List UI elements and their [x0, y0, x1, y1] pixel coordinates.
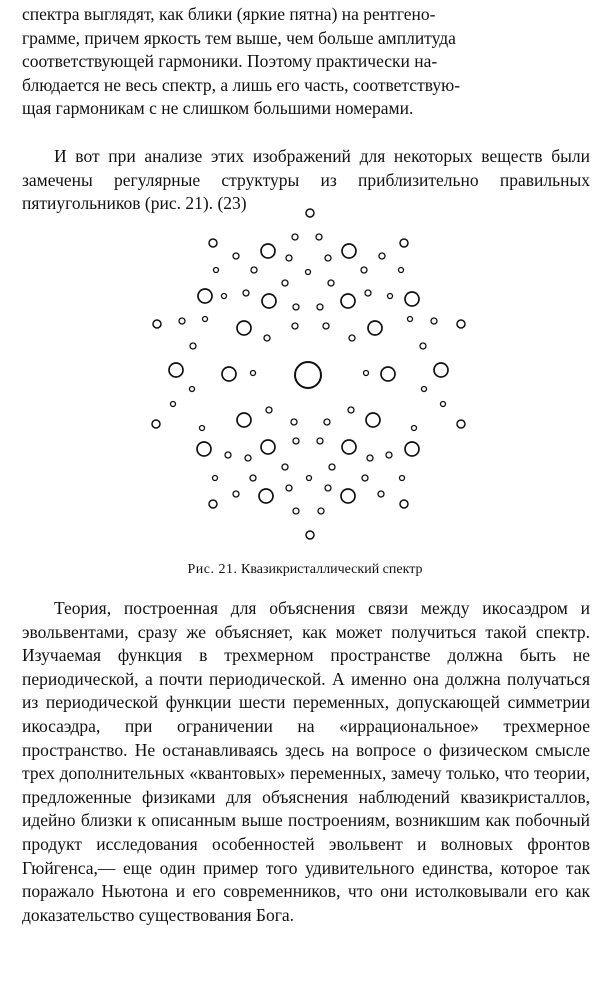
spot [203, 317, 208, 322]
figure-caption-label: Рис. 21. [187, 562, 238, 577]
spot [259, 489, 273, 503]
spot [286, 485, 292, 491]
spot [381, 367, 395, 381]
spot [179, 318, 185, 324]
spot [368, 321, 382, 335]
spot [286, 255, 292, 261]
spot [222, 367, 236, 381]
spot [378, 491, 384, 497]
spot [291, 419, 297, 425]
spot [434, 363, 448, 377]
spot [198, 289, 212, 303]
paragraph-pentagons-text: И вот при анализе этих изображений для некоторых веществ были замечены регулярные структуры из приблизительно правильных пятиугольников (рис. 21). [22, 146, 590, 214]
spot [282, 280, 288, 286]
spot [325, 485, 331, 491]
spot [317, 304, 323, 310]
spot [292, 323, 298, 329]
spot [316, 234, 322, 240]
spot [400, 500, 408, 508]
spot [214, 268, 219, 273]
spot [233, 253, 239, 259]
spot [329, 464, 335, 470]
spot [209, 500, 217, 508]
spot [153, 320, 161, 328]
equation-reference: (23) [217, 193, 247, 214]
spot [264, 335, 270, 341]
quasicrystal-spectrum-figure [0, 195, 610, 555]
spot [250, 475, 256, 481]
spot [364, 371, 369, 376]
spot [348, 407, 354, 413]
figure-caption [0, 561, 610, 579]
spot [152, 420, 160, 428]
spot [306, 531, 314, 539]
spot [341, 489, 355, 503]
spot [292, 234, 298, 240]
spot [293, 438, 299, 444]
spot [306, 209, 314, 217]
spot [293, 304, 299, 310]
spot [307, 476, 312, 481]
intro-line: блюдается не весь спектр, а лишь его часть, соответствую- [22, 74, 461, 95]
spot [225, 452, 231, 458]
spot [349, 335, 355, 341]
spot [171, 402, 176, 407]
spot [328, 280, 334, 286]
spot [361, 267, 367, 273]
spot [293, 508, 299, 514]
spot [213, 476, 218, 481]
spot [379, 253, 385, 259]
spot [261, 440, 275, 454]
spot [251, 371, 256, 376]
paragraph-theory-text: Теория, построенная для объяснения связи между икосаэдром и эвольвентами, сразу же объясняет, как может получиться такой спектр. Изучаемая функция в трехмерном пространстве должна быть не периодической, а почти периодической. А именно она должна получаться из периодической функции шести переменных, допускающей симметрии икосаэдра, при ограничении на «иррациональное» трехмерное пространство. Не останавливаясь здесь на вопросе о физическом смысле трех дополнительных «квантовых» переменных, замечу только, что теории, предложенные физиками для объяснения наблюдений квазикристаллов, идейно близки к описанным выше построениям, возникшим как побочный продукт исследования особенностей эвольвент и волновых фронтов Гюйгенса,— еще один пример того удивительного единства, которое так поражало Ньютона и его современников, что они истолковывали его как доказательство существования Бога. [22, 598, 590, 925]
spot [237, 321, 251, 335]
spot [323, 323, 329, 329]
spot [408, 317, 413, 322]
spot [295, 362, 321, 388]
spot [400, 239, 408, 247]
spot [366, 413, 380, 427]
spot [431, 318, 437, 324]
spot [306, 270, 311, 275]
spot [386, 452, 392, 458]
diffraction-spots [152, 209, 465, 539]
spot [190, 387, 195, 392]
spot [190, 343, 196, 349]
spot [342, 440, 356, 454]
spot [325, 255, 331, 261]
spot [441, 402, 446, 407]
spot [209, 239, 217, 247]
spot [251, 267, 257, 273]
spot [243, 290, 249, 296]
spot [362, 475, 368, 481]
spot [342, 244, 356, 258]
spot [266, 407, 272, 413]
spot [457, 420, 465, 428]
spot [222, 294, 227, 299]
spot [367, 455, 373, 461]
spot [412, 426, 417, 431]
spot [405, 442, 419, 456]
spot [282, 464, 288, 470]
spot [420, 343, 426, 349]
spot [457, 320, 465, 328]
spot [197, 442, 211, 456]
spot [399, 268, 404, 273]
spot [422, 387, 427, 392]
intro-line: щая гармоникам с не слишком большими номерами. [22, 98, 414, 119]
spot [318, 508, 324, 514]
figure-caption-title: Квазикристаллический спектр [240, 562, 423, 577]
spot [237, 413, 251, 427]
paragraph-theory [22, 597, 590, 927]
spot [169, 363, 183, 377]
spot [388, 294, 393, 299]
spot [261, 244, 275, 258]
spot [200, 426, 205, 431]
spot [405, 292, 419, 306]
spot [365, 290, 371, 296]
intro-line: грамме, причем яркость тем выше, чем больше амплитуда [22, 27, 456, 48]
spot [317, 438, 323, 444]
spot [400, 476, 405, 481]
spot [341, 294, 355, 308]
intro-paragraph [22, 3, 590, 121]
intro-line: спектра выглядят, как блики (яркие пятна) на рентгено- [22, 4, 436, 24]
spot [324, 419, 330, 425]
intro-line: соответствующей гармоники. Поэтому практически на- [22, 51, 438, 72]
spot [245, 455, 251, 461]
spot [262, 294, 276, 308]
spot [233, 491, 239, 497]
